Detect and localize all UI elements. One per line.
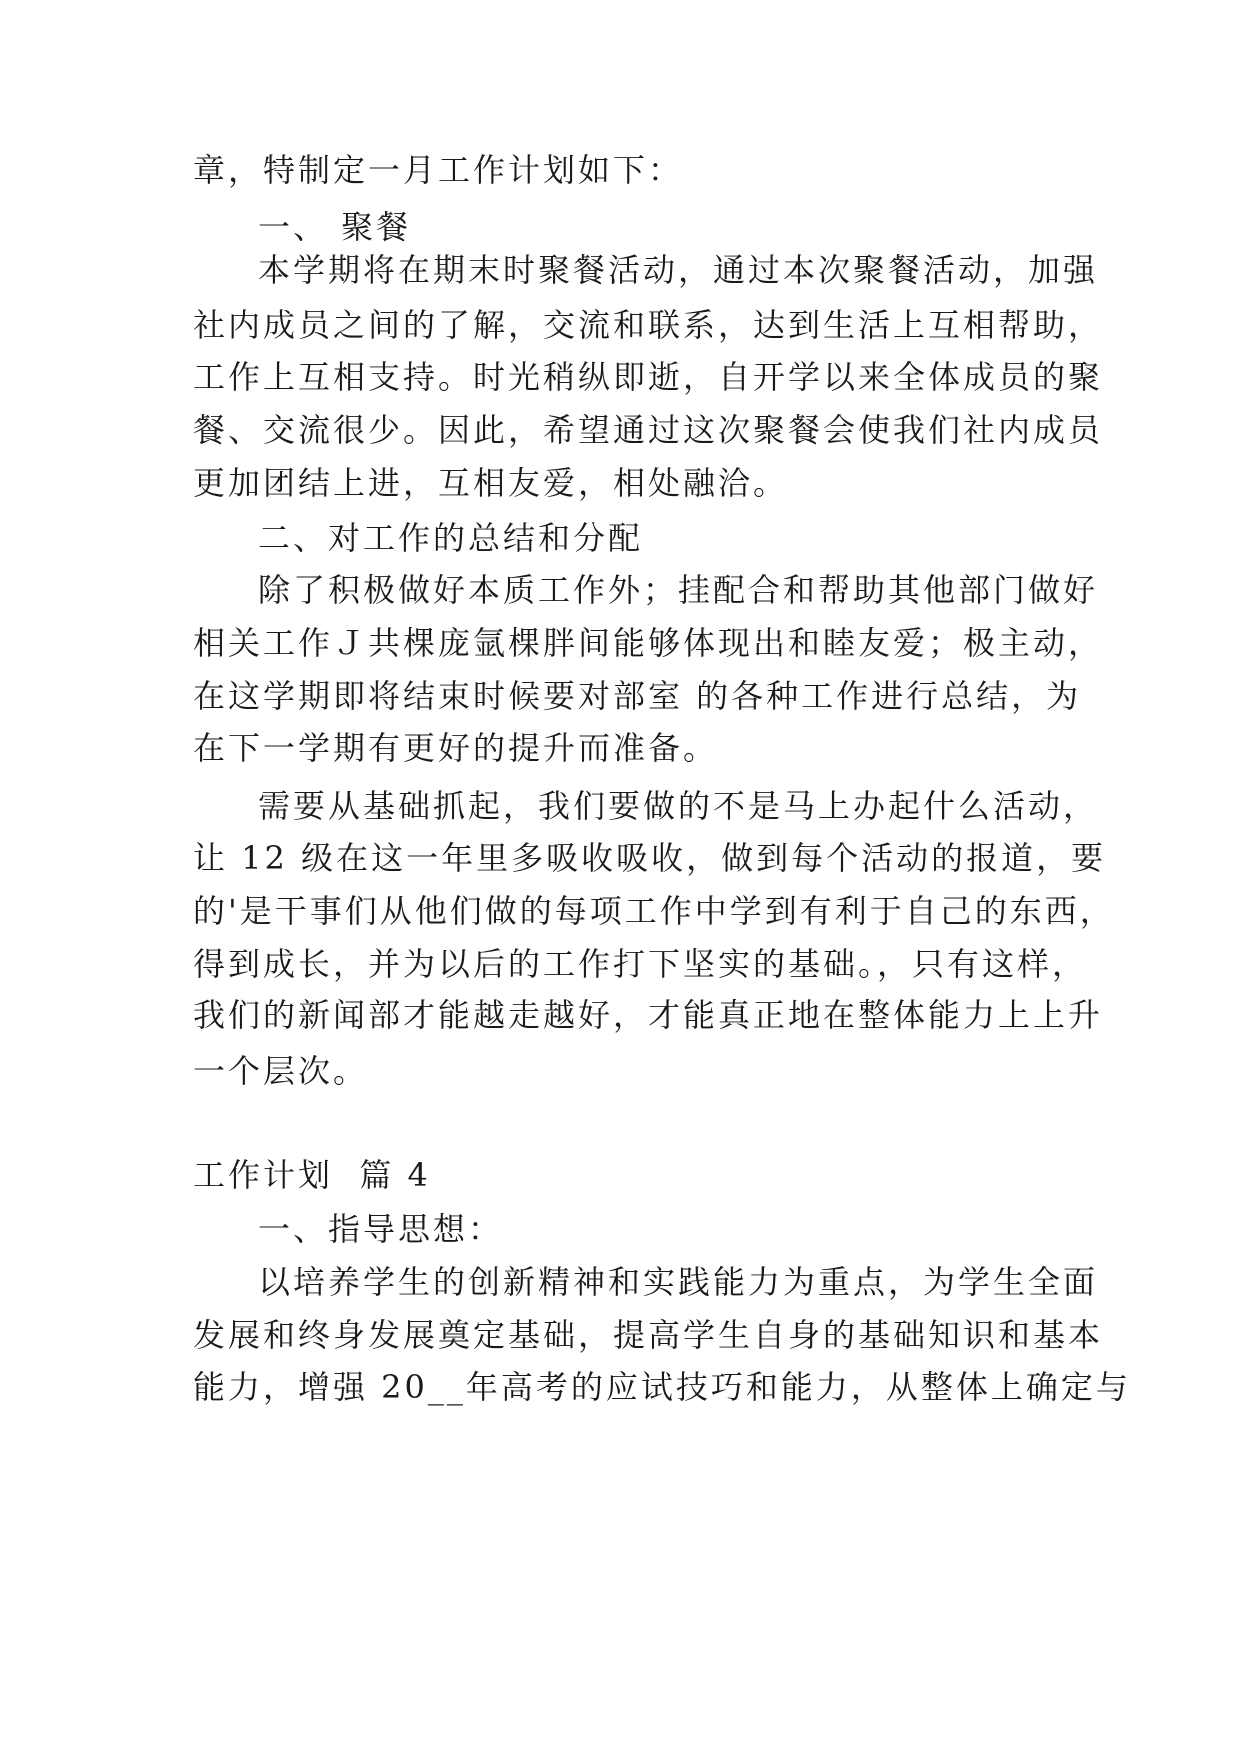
text-line: 一个层次。 xyxy=(193,1052,369,1090)
text-line: 得到成长，并为以后的工作打下坚实的基础。，只有这样， xyxy=(193,945,1088,983)
section-heading: 一、 聚餐 xyxy=(258,208,412,246)
text-line: 能力，增强 20__年高考的应试技巧和能力，从整体上确定与 xyxy=(193,1368,1131,1406)
section-heading: 二、对工作的总结和分配 xyxy=(258,519,644,557)
text-line: 章，特制定一月工作计划如下： xyxy=(193,151,684,189)
text-line: 在下一学期有更好的提升而准备。 xyxy=(193,729,719,767)
text-line: 在这学期即将结束时候要对部室 的各种工作进行总结，为 xyxy=(193,677,1082,715)
text-line: 的'是干事们从他们做的每项工作中学到有利于自己的东西， xyxy=(193,892,1115,930)
text-line: 我们的新闻部才能越走越好，才能真正地在整体能力上上升 xyxy=(193,996,1104,1034)
text-line: 相关工作Ｊ共棵庞氩棵胖间能够体现出和睦友爱；极主动， xyxy=(193,624,1104,662)
section-title: 工作计划 篇 4 xyxy=(193,1156,431,1194)
text-line: 餐、交流很少。因此，希望通过这次聚餐会使我们社内成员 xyxy=(193,411,1104,449)
text-line: 以培养学生的创新精神和实践能力为重点，为学生全面 xyxy=(258,1263,1099,1301)
text-line: 社内成员之间的了解，交流和联系，达到生活上互相帮助， xyxy=(193,306,1104,344)
section-heading: 一、指导思想： xyxy=(258,1210,504,1248)
text-line: 需要从基础抓起，我们要做的不是马上办起什么活动， xyxy=(258,787,1099,825)
text-line: 除了积极做好本质工作外；挂配合和帮助其他部门做好 xyxy=(258,571,1099,609)
text-line: 工作上互相支持。时光稍纵即逝，自开学以来全体成员的聚 xyxy=(193,358,1104,396)
text-line: 让 12 级在这一年里多吸收吸收，做到每个活动的报道，要 xyxy=(193,839,1107,877)
text-line: 发展和终身发展奠定基础，提高学生自身的基础知识和基本 xyxy=(193,1316,1104,1354)
text-line: 本学期将在期末时聚餐活动，通过本次聚餐活动，加强 xyxy=(258,251,1099,289)
text-line: 更加团结上进，互相友爱，相处融洽。 xyxy=(193,464,789,502)
